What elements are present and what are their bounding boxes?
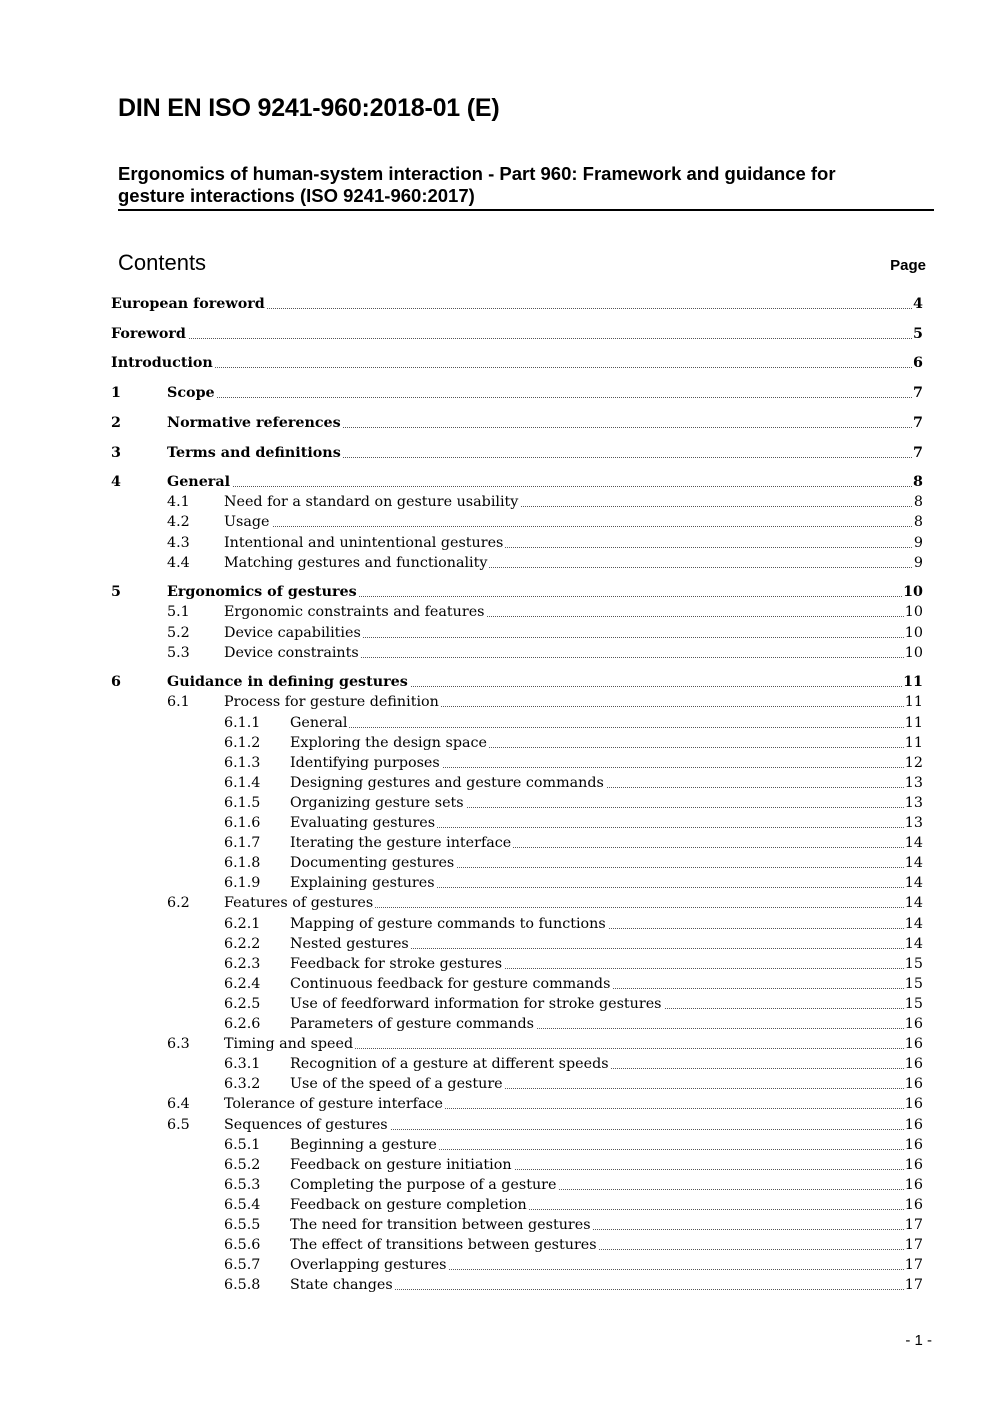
toc-entry-title[interactable]: Introduction bbox=[111, 355, 213, 372]
toc-entry-number: 6.2.3 bbox=[224, 955, 261, 972]
toc-entry-page: 16 bbox=[904, 1096, 923, 1113]
toc-entry-page: 7 bbox=[913, 385, 923, 402]
toc-entry-title[interactable]: Recognition of a gesture at different speeds bbox=[290, 1056, 609, 1073]
toc-entry-page: 17 bbox=[904, 1257, 923, 1274]
toc-entry-page: 9 bbox=[913, 534, 923, 551]
toc-entry-title[interactable]: Identifying purposes bbox=[290, 754, 440, 771]
page-column-label: Page bbox=[890, 257, 926, 274]
toc-dot-leader bbox=[111, 367, 916, 368]
toc-entry-title[interactable]: Ergonomics of gestures bbox=[167, 584, 357, 601]
toc-entry[interactable] bbox=[0, 582, 992, 602]
toc-entry-page: 11 bbox=[904, 714, 923, 731]
toc-entry-number: 1 bbox=[111, 385, 121, 402]
toc-entry-page: 11 bbox=[904, 734, 923, 751]
toc-entry-number: 6.1 bbox=[167, 694, 190, 711]
toc-entry[interactable] bbox=[0, 492, 992, 512]
toc-entry[interactable] bbox=[0, 1155, 992, 1175]
toc-entry-page: 15 bbox=[904, 975, 923, 992]
toc-dot-leader bbox=[167, 486, 916, 487]
toc-entry-number: 6.5.5 bbox=[224, 1217, 261, 1233]
toc-entry-title[interactable]: Use of the speed of a gesture bbox=[290, 1076, 503, 1093]
toc-entry[interactable] bbox=[0, 1115, 992, 1135]
toc-entry-page: 17 bbox=[904, 1217, 923, 1233]
toc-entry-number: 6.5.6 bbox=[224, 1237, 261, 1254]
toc-entry-number: 4.2 bbox=[167, 514, 190, 531]
toc-entry[interactable] bbox=[0, 1054, 992, 1074]
toc-entry-number: 3 bbox=[111, 444, 121, 461]
toc-entry[interactable] bbox=[0, 974, 992, 994]
toc-entry-title[interactable]: Scope bbox=[167, 385, 215, 402]
toc-entry-number: 5 bbox=[111, 584, 121, 601]
toc-entry-page: 10 bbox=[903, 584, 923, 601]
toc-entry[interactable] bbox=[0, 733, 992, 753]
toc-entry-number: 6.3.2 bbox=[224, 1076, 261, 1093]
toc-entry-number: 4 bbox=[111, 474, 121, 491]
toc-entry-title[interactable]: Beginning a gesture bbox=[290, 1136, 437, 1153]
toc-entry-title[interactable]: Guidance in defining gestures bbox=[167, 674, 408, 691]
toc-entry-number: 6.2.2 bbox=[224, 935, 261, 952]
toc-entry-page: 7 bbox=[913, 414, 923, 431]
toc-entry-title[interactable]: Overlapping gestures bbox=[290, 1257, 447, 1274]
toc-entry-title[interactable]: Process for gesture definition bbox=[224, 694, 439, 711]
toc-entry-page: 4 bbox=[913, 296, 923, 312]
toc-entry[interactable] bbox=[0, 914, 992, 934]
toc-entry[interactable] bbox=[0, 1034, 992, 1054]
toc-dot-leader bbox=[224, 526, 916, 527]
toc-entry[interactable] bbox=[0, 893, 992, 913]
toc-entry-page: 16 bbox=[904, 1136, 923, 1153]
toc-entry-page: 16 bbox=[904, 1036, 923, 1053]
toc-entry[interactable] bbox=[0, 1094, 992, 1114]
toc-entry-page: 17 bbox=[904, 1277, 923, 1294]
toc-entry-page: 13 bbox=[904, 815, 923, 831]
toc-entry-number: 5.1 bbox=[167, 604, 190, 621]
toc-entry[interactable] bbox=[0, 443, 992, 463]
toc-entry-page: 13 bbox=[904, 774, 923, 791]
toc-entry-title[interactable]: Organizing gesture sets bbox=[290, 794, 464, 811]
toc-entry[interactable] bbox=[0, 1074, 992, 1094]
toc-entry[interactable] bbox=[0, 713, 992, 733]
toc-entry[interactable] bbox=[0, 934, 992, 954]
toc-entry[interactable] bbox=[0, 533, 992, 553]
toc-entry-number: 6.1.5 bbox=[224, 794, 261, 811]
toc-entry-number: 5.2 bbox=[167, 624, 190, 641]
toc-entry-title[interactable]: Iterating the gesture interface bbox=[290, 835, 512, 852]
toc-entry-title[interactable]: Ergonomic constraints and features bbox=[224, 604, 485, 621]
toc-entry-page: 12 bbox=[904, 754, 923, 771]
toc-entry-page: 16 bbox=[904, 1056, 923, 1073]
toc-entry-number: 4.3 bbox=[167, 534, 190, 551]
toc-dot-leader bbox=[111, 338, 916, 339]
toc-entry[interactable] bbox=[0, 692, 992, 712]
toc-entry-title[interactable]: Normative references bbox=[167, 414, 341, 431]
toc-entry[interactable] bbox=[0, 793, 992, 813]
toc-entry[interactable] bbox=[0, 643, 992, 663]
toc-entry-number: 6.5.7 bbox=[224, 1257, 261, 1274]
toc-entry-page: 11 bbox=[903, 674, 923, 691]
toc-entry-number: 6.5.3 bbox=[224, 1176, 261, 1193]
toc-entry-page: 14 bbox=[904, 875, 923, 892]
toc-entry[interactable] bbox=[0, 413, 992, 433]
toc-entry[interactable] bbox=[0, 1014, 992, 1034]
toc-entry-page: 6 bbox=[913, 355, 923, 372]
toc-entry-page: 7 bbox=[913, 444, 923, 461]
toc-entry-page: 16 bbox=[904, 1076, 923, 1093]
toc-entry-number: 6.1.8 bbox=[224, 855, 261, 872]
toc-dot-leader bbox=[290, 727, 916, 728]
toc-entry[interactable] bbox=[0, 833, 992, 853]
toc-entry-title[interactable]: Features of gestures bbox=[224, 895, 374, 912]
toc-entry[interactable] bbox=[0, 1135, 992, 1155]
toc-entry[interactable] bbox=[0, 873, 992, 893]
toc-entry-number: 6.2.5 bbox=[224, 995, 261, 1012]
toc-entry[interactable] bbox=[0, 553, 992, 573]
toc-entry[interactable] bbox=[0, 383, 992, 403]
page-number: - 1 - bbox=[905, 1332, 932, 1349]
toc-entry-page: 14 bbox=[904, 915, 923, 932]
toc-entry-page: 8 bbox=[913, 494, 923, 511]
toc-entry-title[interactable]: Feedback on gesture initiation bbox=[290, 1156, 512, 1173]
toc-entry-number: 5.3 bbox=[167, 644, 190, 661]
toc-entry-page: 14 bbox=[904, 935, 923, 952]
toc-entry[interactable] bbox=[0, 994, 992, 1014]
toc-entry-page: 16 bbox=[904, 1016, 923, 1032]
toc-entry-title[interactable]: Designing gestures and gesture commands bbox=[290, 774, 604, 791]
toc-entry-number: 6.2.4 bbox=[224, 975, 261, 992]
toc-entry[interactable] bbox=[0, 1255, 992, 1275]
toc-entry-title[interactable]: Mapping of gesture commands to functions bbox=[290, 915, 606, 932]
toc-entry[interactable] bbox=[0, 1215, 992, 1235]
toc-entry-title[interactable]: Terms and definitions bbox=[167, 444, 341, 461]
toc-entry-title[interactable]: The effect of transitions between gestures bbox=[290, 1237, 597, 1254]
toc-entry-page: 10 bbox=[904, 604, 923, 621]
toc-entry-page: 14 bbox=[904, 895, 923, 912]
toc-entry-page: 10 bbox=[904, 624, 923, 641]
toc-entry-page: 11 bbox=[904, 694, 923, 711]
toc-entry-title[interactable]: General bbox=[167, 474, 231, 491]
toc-entry-number: 4.4 bbox=[167, 554, 190, 571]
toc-dot-leader bbox=[167, 397, 916, 398]
toc-entry-title[interactable]: Evaluating gestures bbox=[290, 815, 436, 831]
toc-entry-number: 2 bbox=[111, 414, 121, 431]
toc-entry-page: 13 bbox=[904, 794, 923, 811]
toc-entry-page: 16 bbox=[904, 1116, 923, 1133]
toc-entry-page: 14 bbox=[904, 855, 923, 872]
toc-entry-title[interactable]: Device constraints bbox=[224, 644, 359, 661]
toc-entry-number: 6.3 bbox=[167, 1036, 190, 1053]
toc-entry-title[interactable]: Need for a standard on gesture usability bbox=[224, 494, 519, 511]
toc-entry[interactable] bbox=[0, 512, 992, 532]
toc-entry-number: 6.5.8 bbox=[224, 1277, 261, 1294]
contents-heading: Contents bbox=[118, 250, 207, 275]
toc-entry-title[interactable]: Exploring the design space bbox=[290, 734, 488, 751]
toc-entry-title[interactable]: Parameters of gesture commands bbox=[290, 1016, 534, 1032]
toc-entry[interactable] bbox=[0, 813, 992, 833]
toc-entry-number: 6.1.1 bbox=[224, 714, 261, 731]
toc-entry-number: 6.2.1 bbox=[224, 915, 261, 932]
toc-entry-number: 6.5.4 bbox=[224, 1196, 261, 1213]
toc-entry-title[interactable]: Nested gestures bbox=[290, 935, 409, 952]
toc-entry[interactable] bbox=[0, 773, 992, 793]
toc-entry-number: 6.5.1 bbox=[224, 1136, 261, 1153]
toc-entry-number: 6.1.4 bbox=[224, 774, 261, 791]
toc-entry-number: 6.1.7 bbox=[224, 835, 261, 852]
toc-entry-page: 16 bbox=[904, 1156, 923, 1173]
toc-entry-title[interactable]: Matching gestures and functionality bbox=[224, 554, 488, 571]
toc-entry-title[interactable]: Foreword bbox=[111, 325, 186, 342]
toc-entry-title[interactable]: Timing and speed bbox=[224, 1036, 354, 1053]
toc-entry-number: 6.1.9 bbox=[224, 875, 261, 892]
toc-entry-number: 6.5 bbox=[167, 1116, 190, 1133]
toc-entry-page: 10 bbox=[904, 644, 923, 661]
toc-entry[interactable] bbox=[0, 472, 992, 492]
toc-entry-title[interactable]: Continuous feedback for gesture commands bbox=[290, 975, 611, 992]
toc-entry[interactable] bbox=[0, 1275, 992, 1295]
toc-entry-number: 6.4 bbox=[167, 1096, 190, 1113]
toc-entry-number: 6.2 bbox=[167, 895, 190, 912]
toc-entry-number: 6.1.2 bbox=[224, 734, 261, 751]
toc-entry-title[interactable]: Sequences of gestures bbox=[224, 1116, 388, 1133]
toc-entry-title[interactable]: Intentional and unintentional gestures bbox=[224, 534, 504, 551]
toc-entry-page: 8 bbox=[913, 474, 923, 491]
toc-entry-title[interactable]: General bbox=[290, 714, 348, 731]
toc-entry[interactable] bbox=[0, 623, 992, 643]
toc-entry-title[interactable]: State changes bbox=[290, 1277, 393, 1294]
toc-entry-number: 4.1 bbox=[167, 494, 190, 511]
toc-entry[interactable] bbox=[0, 353, 992, 373]
toc-entry[interactable] bbox=[0, 853, 992, 873]
toc-entry-title[interactable]: Use of feedforward information for stroke gestures bbox=[290, 995, 662, 1012]
toc-entry-number: 6.1.3 bbox=[224, 754, 261, 771]
toc-entry-title[interactable]: Tolerance of gesture interface bbox=[224, 1096, 443, 1113]
toc-entry-page: 17 bbox=[904, 1237, 923, 1254]
subtitle-line-2: gesture interactions (ISO 9241-960:2017) bbox=[118, 185, 475, 206]
toc-entry[interactable] bbox=[0, 1175, 992, 1195]
toc-entry[interactable] bbox=[0, 602, 992, 622]
toc-entry-title[interactable]: Feedback on gesture completion bbox=[290, 1196, 527, 1213]
toc-entry-page: 15 bbox=[904, 955, 923, 972]
toc-entry-number: 6.2.6 bbox=[224, 1016, 261, 1032]
toc-entry[interactable] bbox=[0, 294, 992, 314]
toc-entry-title[interactable]: Device capabilities bbox=[224, 624, 361, 641]
toc-entry-page: 16 bbox=[904, 1196, 923, 1213]
toc-entry-number: 6.5.2 bbox=[224, 1156, 261, 1173]
toc-entry-title[interactable]: The need for transition between gestures bbox=[290, 1217, 591, 1233]
subtitle-line-1: Ergonomics of human-system interaction - Part 960: Framework and guidance for bbox=[118, 163, 836, 184]
toc-entry-title[interactable]: Feedback for stroke gestures bbox=[290, 955, 503, 972]
toc-entry-number: 6.3.1 bbox=[224, 1056, 261, 1073]
toc-entry[interactable] bbox=[0, 954, 992, 974]
toc-entry-page: 15 bbox=[904, 995, 923, 1012]
toc-entry-page: 16 bbox=[904, 1176, 923, 1193]
toc-entry[interactable] bbox=[0, 753, 992, 773]
toc-entry[interactable] bbox=[0, 324, 992, 344]
toc-entry[interactable] bbox=[0, 1195, 992, 1215]
toc-entry-number: 6 bbox=[111, 674, 121, 691]
toc-entry[interactable] bbox=[0, 1235, 992, 1255]
toc-entry-title[interactable]: Explaining gestures bbox=[290, 875, 435, 892]
document-title: DIN EN ISO 9241-960:2018-01 (E) bbox=[118, 94, 500, 122]
toc-entry-page: 14 bbox=[904, 835, 923, 852]
toc-entry-page: 8 bbox=[913, 514, 923, 531]
toc-entry[interactable] bbox=[0, 672, 992, 692]
toc-entry-title[interactable]: Completing the purpose of a gesture bbox=[290, 1176, 557, 1193]
toc-entry-title[interactable]: Documenting gestures bbox=[290, 855, 455, 872]
toc-entry-page: 9 bbox=[913, 554, 923, 571]
toc-entry-title[interactable]: Usage bbox=[224, 514, 270, 531]
toc-entry-page: 5 bbox=[913, 325, 923, 342]
toc-entry-number: 6.1.6 bbox=[224, 815, 261, 831]
toc-entry-title[interactable]: European foreword bbox=[111, 296, 265, 312]
